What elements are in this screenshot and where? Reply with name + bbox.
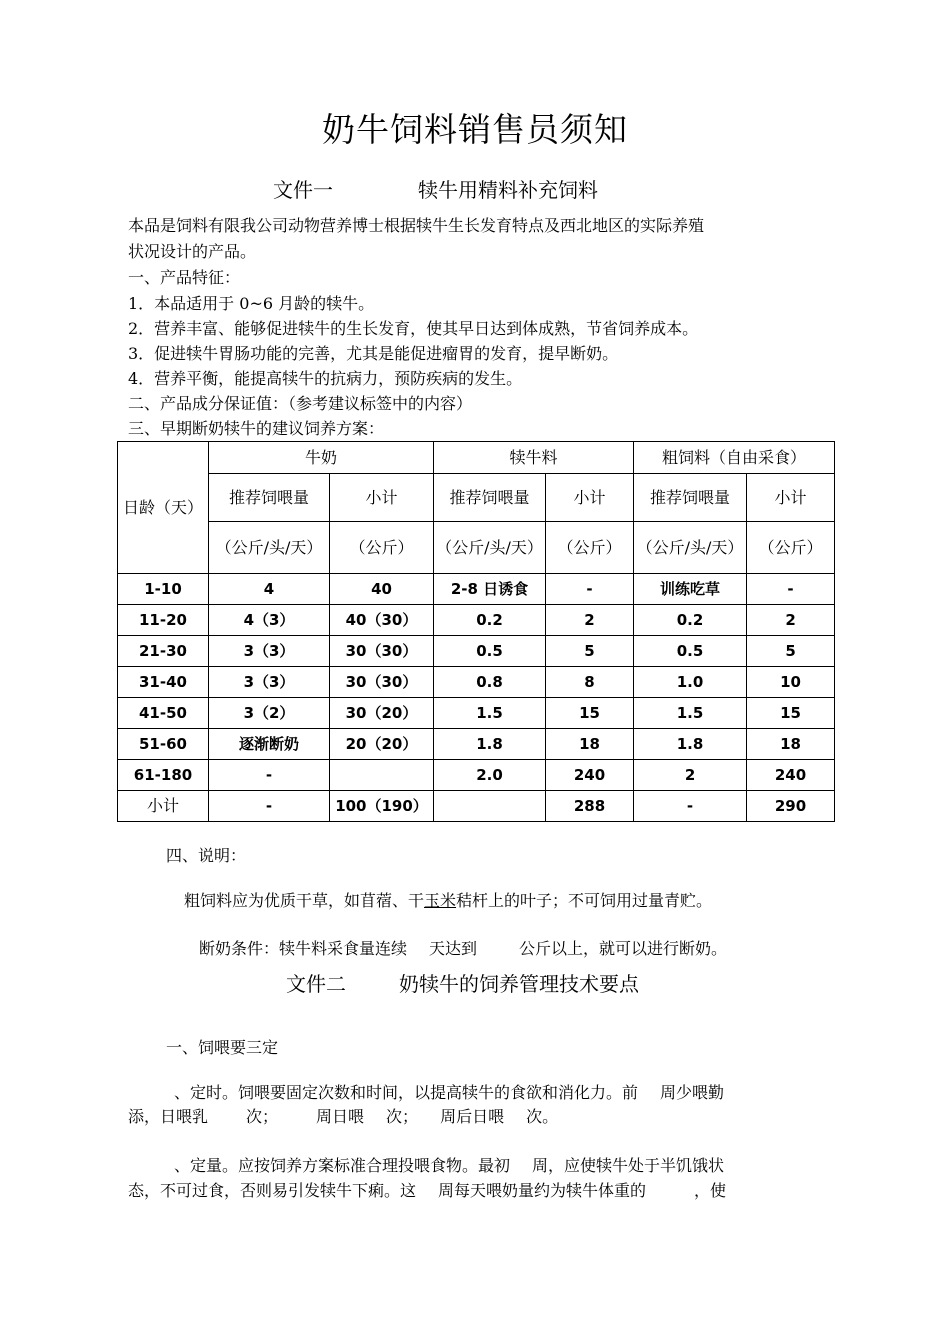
value-cell: 0.5 xyxy=(634,636,747,667)
age-cell: 51-60 xyxy=(118,729,209,760)
timing-line-1 xyxy=(174,1081,724,1105)
value-cell: 1.0 xyxy=(634,667,747,698)
intro-line-2: 状况设计的产品。 xyxy=(128,242,257,261)
age-cell: 小计 xyxy=(118,791,209,822)
sub-header: 小计 xyxy=(330,474,434,522)
value-cell: 2 xyxy=(634,760,747,791)
timing-text: 次； xyxy=(386,1107,419,1126)
value-cell: 1.5 xyxy=(634,698,747,729)
feeding-heading: 一、饲喂要三定 xyxy=(166,1038,279,1057)
sub-header: 推荐饲喂量 xyxy=(634,474,747,522)
roughage-note-underlined: 玉米 xyxy=(424,891,457,910)
value-cell: 逐渐断奶 xyxy=(209,729,330,760)
section4-heading: 四、说明： xyxy=(166,846,247,865)
value-cell: 训练吃草 xyxy=(634,574,747,605)
features-heading: 一、产品特征： xyxy=(128,268,241,287)
value-cell: 1.8 xyxy=(434,729,546,760)
amount-line-1 xyxy=(174,1154,724,1178)
value-cell: 2.0 xyxy=(434,760,546,791)
unit-header: （公斤） xyxy=(747,522,835,574)
value-cell: 0.8 xyxy=(434,667,546,698)
age-cell: 1-10 xyxy=(118,574,209,605)
age-cell: 31-40 xyxy=(118,667,209,698)
table-row xyxy=(118,605,835,636)
value-cell: 5 xyxy=(546,636,634,667)
value-cell: 1.8 xyxy=(634,729,747,760)
amount-text: 周，应使犊牛处于半饥饿状 xyxy=(532,1156,725,1175)
timing-text: 周日喂 xyxy=(316,1107,365,1126)
value-cell: 1.5 xyxy=(434,698,546,729)
amount-text: 、定量。应按饲养方案标准合理投喂食物。最初 xyxy=(174,1156,511,1175)
value-cell: 3（3） xyxy=(209,636,330,667)
value-cell: 40 xyxy=(330,574,434,605)
weaning-text-c: 公斤以上，就可以进行断奶。 xyxy=(519,939,728,958)
table-row xyxy=(118,729,835,760)
roughage-note-post: 秸杆上的叶子；不可饲用过量青贮。 xyxy=(456,891,713,910)
value-cell: 2 xyxy=(546,605,634,636)
value-cell: 40（30） xyxy=(330,605,434,636)
value-cell: 0.2 xyxy=(634,605,747,636)
unit-header: （公斤/头/天） xyxy=(634,522,747,574)
feature-item: 2．营养丰富、能够促进犊牛的生长发育，使其早日达到体成熟，节省饲养成本。 xyxy=(128,319,699,338)
file2-label: 文件二 xyxy=(286,972,346,996)
amount-text: 周每天喂奶量约为犊牛体重的 xyxy=(438,1181,647,1200)
feature-item: 1．本品适用于 0~6 月龄的犊牛。 xyxy=(128,294,375,313)
sub-header: 小计 xyxy=(747,474,835,522)
value-cell: 240 xyxy=(546,760,634,791)
value-cell: 5 xyxy=(747,636,835,667)
age-cell: 61-180 xyxy=(118,760,209,791)
value-cell: 4（3） xyxy=(209,605,330,636)
table-row xyxy=(118,667,835,698)
file1-label: 文件一 xyxy=(273,178,333,202)
table-row xyxy=(118,760,835,791)
table-row xyxy=(118,574,835,605)
value-cell: - xyxy=(747,574,835,605)
timing-text: 添，日喂乳 xyxy=(128,1107,209,1126)
timing-text: 、定时。饲喂要固定次数和时间，以提高犊牛的食欲和消化力。前 xyxy=(174,1083,639,1102)
value-cell: 100（190） xyxy=(330,791,434,822)
amount-line-2 xyxy=(128,1179,726,1203)
value-cell: 30（30） xyxy=(330,667,434,698)
timing-text: 次。 xyxy=(526,1107,559,1126)
intro-line-1: 本品是饲料有限我公司动物营养博士根据犊牛生长发育特点及西北地区的实际养殖 xyxy=(128,216,705,235)
group-header-milk: 牛奶 xyxy=(209,442,434,474)
section2-heading: 二、产品成分保证值：（参考建议标签中的内容） xyxy=(128,394,473,413)
value-cell: 30（30） xyxy=(330,636,434,667)
value-cell xyxy=(330,760,434,791)
unit-header: （公斤） xyxy=(330,522,434,574)
roughage-note xyxy=(184,889,712,913)
feeding-plan-table xyxy=(117,441,835,822)
value-cell: 15 xyxy=(546,698,634,729)
age-cell: 21-30 xyxy=(118,636,209,667)
sub-header: 推荐饲喂量 xyxy=(209,474,330,522)
timing-line-2 xyxy=(128,1105,558,1129)
amount-text: ，使 xyxy=(694,1181,727,1200)
value-cell: 0.5 xyxy=(434,636,546,667)
value-cell: - xyxy=(209,760,330,791)
value-cell: - xyxy=(634,791,747,822)
value-cell: 20（20） xyxy=(330,729,434,760)
sub-header: 推荐饲喂量 xyxy=(434,474,546,522)
value-cell: 30（20） xyxy=(330,698,434,729)
table-row xyxy=(118,636,835,667)
table-row xyxy=(118,791,835,822)
file1-name: 犊牛用精料补充饲料 xyxy=(418,178,598,202)
unit-header: （公斤） xyxy=(546,522,634,574)
value-cell: - xyxy=(546,574,634,605)
value-cell: 10 xyxy=(747,667,835,698)
unit-header: （公斤/头/天） xyxy=(209,522,330,574)
value-cell: 8 xyxy=(546,667,634,698)
age-header: 日龄（天） xyxy=(118,442,209,574)
timing-text: 周后日喂 xyxy=(440,1107,505,1126)
feature-item: 3．促进犊牛胃肠功能的完善，尤其是能促进瘤胃的发育，提早断奶。 xyxy=(128,344,619,363)
value-cell: 18 xyxy=(546,729,634,760)
value-cell: 18 xyxy=(747,729,835,760)
group-header-roughage: 粗饲料（自由采食） xyxy=(634,442,835,474)
value-cell: 290 xyxy=(747,791,835,822)
unit-header: （公斤/头/天） xyxy=(434,522,546,574)
value-cell: 2 xyxy=(747,605,835,636)
feature-item: 4．营养平衡，能提高犊牛的抗病力，预防疾病的发生。 xyxy=(128,369,523,388)
age-cell: 41-50 xyxy=(118,698,209,729)
timing-text: 次； xyxy=(246,1107,279,1126)
value-cell: 288 xyxy=(546,791,634,822)
value-cell: 4 xyxy=(209,574,330,605)
section3-heading: 三、早期断奶犊牛的建议饲养方案： xyxy=(128,419,385,438)
group-header-calf-feed: 犊牛料 xyxy=(434,442,634,474)
file2-name: 奶犊牛的饲养管理技术要点 xyxy=(399,972,639,996)
amount-text: 态，不可过食，否则易引发犊牛下痢。这 xyxy=(128,1181,417,1200)
value-cell: 3（3） xyxy=(209,667,330,698)
value-cell: 2-8 日诱食 xyxy=(434,574,546,605)
table-row xyxy=(118,698,835,729)
value-cell: 3（2） xyxy=(209,698,330,729)
sub-header: 小计 xyxy=(546,474,634,522)
weaning-text-b: 天达到 xyxy=(429,939,478,958)
timing-text: 周少喂勤 xyxy=(660,1083,725,1102)
weaning-text-a: 断奶条件：犊牛料采食量连续 xyxy=(199,939,408,958)
weaning-condition xyxy=(199,937,727,961)
table-body xyxy=(118,574,835,822)
value-cell: 0.2 xyxy=(434,605,546,636)
document-title: 奶牛饲料销售员须知 xyxy=(322,110,628,149)
value-cell: 15 xyxy=(747,698,835,729)
roughage-note-pre: 粗饲料应为优质干草，如苜蓿、干 xyxy=(184,891,425,910)
value-cell xyxy=(434,791,546,822)
age-cell: 11-20 xyxy=(118,605,209,636)
value-cell: - xyxy=(209,791,330,822)
value-cell: 240 xyxy=(747,760,835,791)
